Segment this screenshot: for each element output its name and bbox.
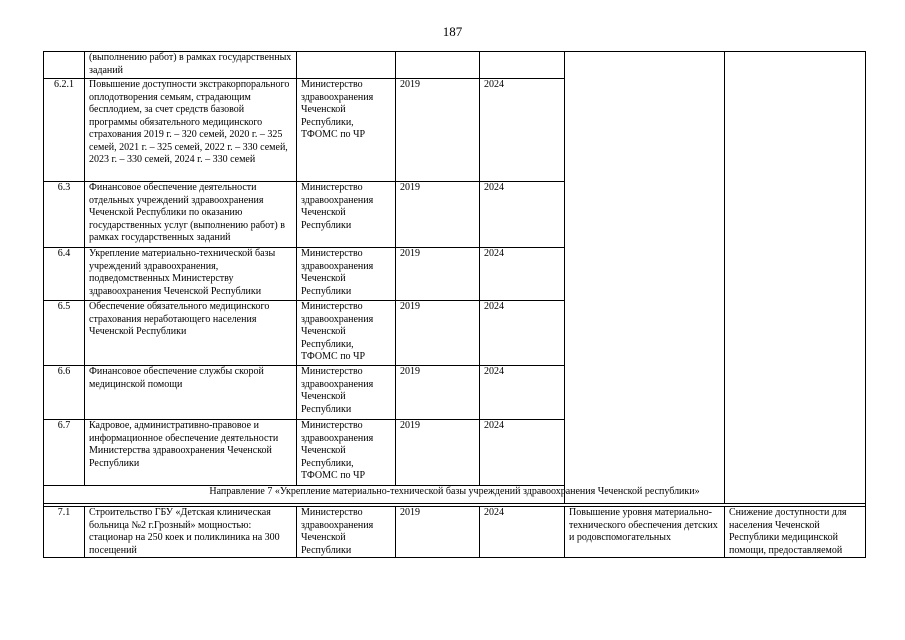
activity-name: Повышение доступности экстракорпорального оплодотворения семьям, страдающим бесплодием, за счет средств базовой программы обязательного медицинского страхования 2019 г. – 320 семей, 2020 г. – 325 семей, 2021 г. – 325 семей, 2022 г. – 330 семей, 2023 г. – 330 семей, 2024 г. – 330 семей: [85, 79, 297, 182]
start-year: [396, 52, 480, 79]
activity-name: Строительство ГБУ «Детская клиническая больница №2 г.Грозный» мощностью: стационар на 250 коек и поликлиника на 300 посещений: [85, 507, 297, 558]
responsible-executor: Министерство здравоохранения Чеченской Республики, ТФОМС по ЧР: [297, 301, 396, 366]
responsible-executor: Министерство здравоохранения Чеченской Республики: [297, 182, 396, 248]
responsible-executor: Министерство здравоохранения Чеченской Республики, ТФОМС по ЧР: [297, 79, 396, 182]
start-year: 2019: [396, 301, 480, 366]
expected-result-cell: [565, 52, 725, 504]
start-year: 2019: [396, 366, 480, 420]
consequence-of-non-implementation: Снижение доступности для населения Чеченской Республики медицинской помощи, предоставляемой: [725, 507, 866, 558]
row-number: 6.3: [44, 182, 85, 248]
row-number: 6.5: [44, 301, 85, 366]
activity-name: Укрепление материально-технической базы учреждений здравоохранения, подведомственных Министерству здравоохранения Чеченской Республики: [85, 248, 297, 301]
row-number: 7.1: [44, 507, 85, 558]
activity-name: Финансовое обеспечение службы скорой медицинской помощи: [85, 366, 297, 420]
row-number: 6.7: [44, 420, 85, 486]
end-year: 2024: [480, 79, 565, 182]
responsible-executor: Министерство здравоохранения Чеченской Республики: [297, 366, 396, 420]
section-header: Направление 7 «Укрепление материально-технической базы учреждений здравоохранения Чеченской республики»: [44, 486, 866, 504]
end-year: 2024: [480, 420, 565, 486]
start-year: 2019: [396, 182, 480, 248]
page-number: 187: [442, 24, 463, 39]
activity-name: (выполнению работ) в рамках государственных заданий: [85, 52, 297, 79]
row-number: [44, 52, 85, 79]
end-year: [480, 52, 565, 79]
end-year: 2024: [480, 507, 565, 558]
end-year: 2024: [480, 182, 565, 248]
row-number: 6.4: [44, 248, 85, 301]
start-year: 2019: [396, 248, 480, 301]
consequences-cell: [725, 52, 866, 504]
responsible-executor: Министерство здравоохранения Чеченской Республики: [297, 248, 396, 301]
start-year: 2019: [396, 79, 480, 182]
end-year: 2024: [480, 366, 565, 420]
row-number: 6.6: [44, 366, 85, 420]
responsible-executor: Министерство здравоохранения Чеченской Республики, ТФОМС по ЧР: [297, 420, 396, 486]
responsible-executor: [297, 52, 396, 79]
start-year: 2019: [396, 420, 480, 486]
row-number: 6.2.1: [44, 79, 85, 182]
end-year: 2024: [480, 301, 565, 366]
expected-result: Повышение уровня материально-технического обеспечения детских и родовспомогательных: [565, 507, 725, 558]
program-activities-table: [43, 51, 866, 558]
activity-name: Кадровое, административно-правовое и информационное обеспечение деятельности Министерства здравоохранения Чеченской Республики: [85, 420, 297, 486]
start-year: 2019: [396, 507, 480, 558]
table-row: [44, 52, 866, 79]
end-year: 2024: [480, 248, 565, 301]
responsible-executor: Министерство здравоохранения Чеченской Республики: [297, 507, 396, 558]
activity-name: Финансовое обеспечение деятельности отдельных учреждений здравоохранения Чеченской Республики по оказанию государственных услуг (выполнению работ) в рамках государственных заданий: [85, 182, 297, 248]
table-row: [44, 507, 866, 558]
section-header-row: [44, 486, 866, 504]
activity-name: Обеспечение обязательного медицинского страхования неработающего населения Чеченской Республики: [85, 301, 297, 366]
